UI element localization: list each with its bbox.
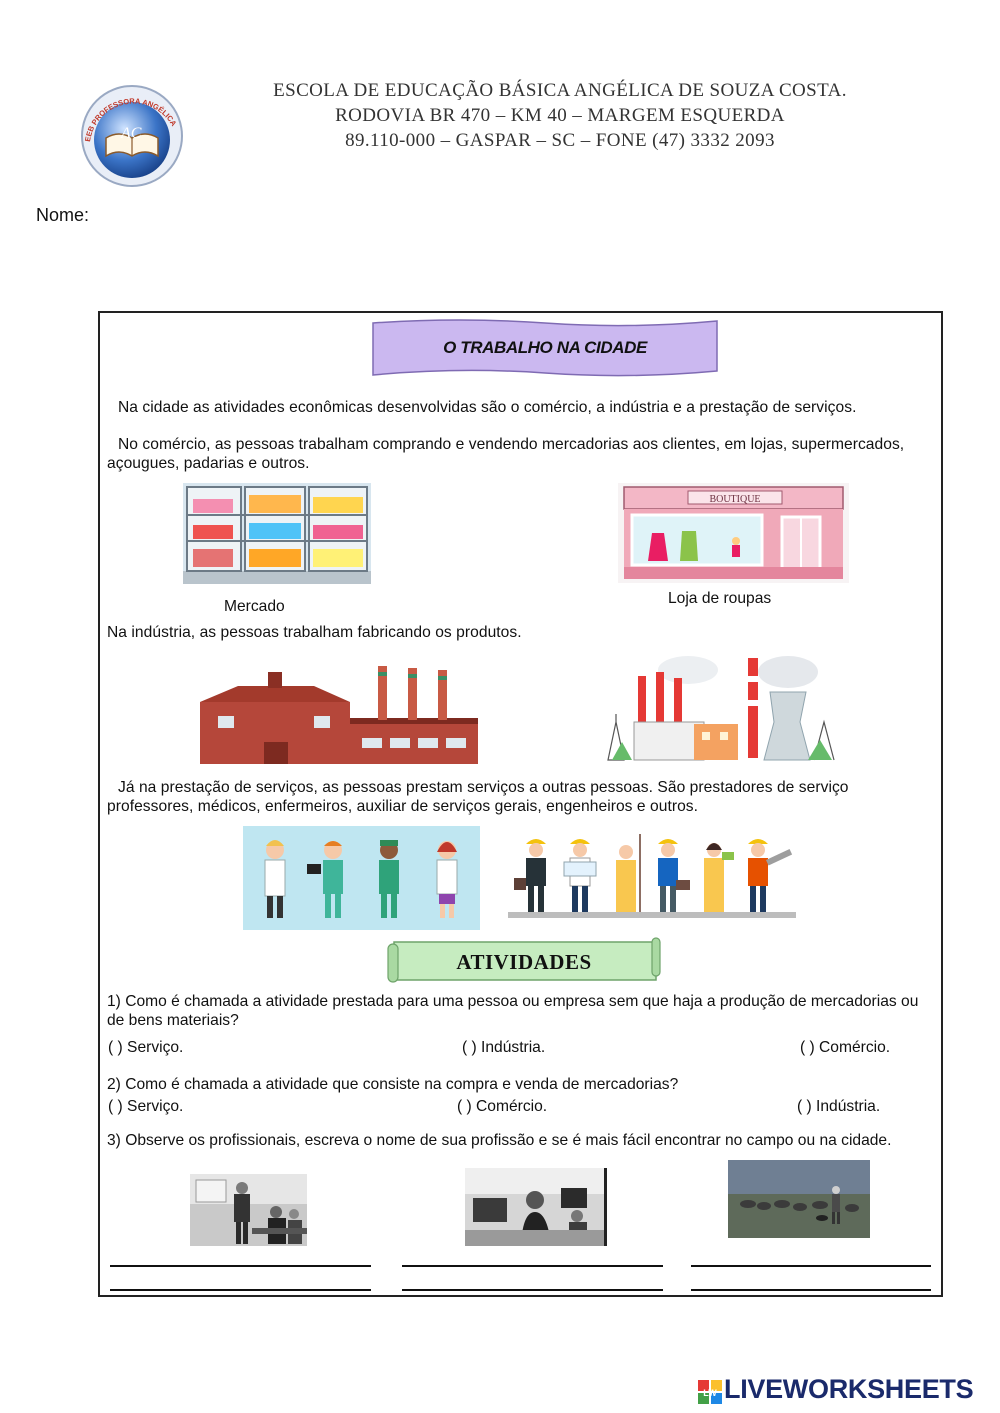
health-workers-image: [243, 826, 480, 930]
boutique-sign: BOUTIQUE: [709, 494, 761, 505]
factory-power-image: [598, 652, 842, 763]
liveworksheets-brand[interactable]: LIVEWORKSHEETS: [724, 1374, 974, 1404]
q2-option-comercio[interactable]: ( ) Comércio.: [457, 1098, 548, 1115]
answer-line-2b[interactable]: [402, 1289, 663, 1291]
q2-option-servico[interactable]: ( ) Serviço.: [108, 1098, 184, 1115]
page-title: O TRABALHO NA CIDADE: [443, 338, 647, 357]
liveworksheets-badge: LW: [703, 1388, 717, 1398]
school-address: RODOVIA BR 470 – KM 40 – MARGEM ESQUERDA: [335, 105, 785, 126]
office-photo: [465, 1168, 607, 1246]
q2-option-industria[interactable]: ( ) Indústria.: [797, 1098, 881, 1115]
school-contact: 89.110-000 – GASPAR – SC – FONE (47) 3332 2093: [345, 130, 775, 151]
boutique-image: [618, 483, 849, 583]
school-name: ESCOLA DE EDUCAÇÃO BÁSICA ANGÉLICA DE SOUZA COSTA.: [273, 80, 847, 101]
answer-line-1b[interactable]: [110, 1289, 371, 1291]
logo-initials: AC: [121, 125, 142, 142]
logo-arc-text: EEB PROFESSORA ANGÉLICA: [83, 96, 179, 143]
intro-paragraph: Na cidade as atividades econômicas desenvolvidas são o comércio, a indústria e a prestação de serviços.: [118, 399, 857, 416]
workers-image: [508, 830, 796, 920]
answer-line-1a[interactable]: [110, 1265, 371, 1267]
services-paragraph: Já na prestação de serviços, as pessoas prestam serviços a outras pessoas. São prestadores de serviço professores, médicos, enfermeiros, auxiliar de serviços gerais, engenheiros e outros.: [107, 779, 849, 815]
school-header: [200, 78, 920, 153]
question-2: 2) Como é chamada a atividade que consiste na compra e venda de mercadorias?: [107, 1076, 679, 1093]
activities-title: ATIVIDADES: [456, 950, 592, 974]
market-caption: Mercado: [224, 598, 285, 615]
market-image: [183, 483, 371, 584]
factory-brick-image: [198, 662, 480, 765]
name-label: Nome:: [36, 205, 90, 225]
answer-line-2a[interactable]: [402, 1265, 663, 1267]
liveworksheets-logo-icon: [698, 1380, 722, 1404]
commerce-paragraph: No comércio, as pessoas trabalham comprando e vendendo mercadorias aos clientes, em lojas, supermercados, açougues, padarias e outros.: [107, 436, 905, 472]
farmer-photo: [728, 1160, 870, 1238]
q1-option-comercio[interactable]: ( ) Comércio.: [800, 1039, 891, 1056]
industry-paragraph: Na indústria, as pessoas trabalham fabricando os produtos.: [107, 624, 522, 641]
answer-line-3a[interactable]: [691, 1265, 931, 1267]
answer-line-3b[interactable]: [691, 1289, 931, 1291]
question-1: 1) Como é chamada a atividade prestada para uma pessoa ou empresa sem que haja a produção de mercadorias ou de bens materiais?: [107, 993, 919, 1029]
q1-option-servico[interactable]: ( ) Serviço.: [108, 1039, 184, 1056]
boutique-caption: Loja de roupas: [668, 590, 772, 607]
teacher-photo: [190, 1174, 307, 1246]
school-logo: [76, 80, 188, 192]
question-3: 3) Observe os profissionais, escreva o nome de sua profissão e se é mais fácil encontrar no campo ou na cidade.: [107, 1132, 892, 1149]
q1-option-industria[interactable]: ( ) Indústria.: [462, 1039, 546, 1056]
